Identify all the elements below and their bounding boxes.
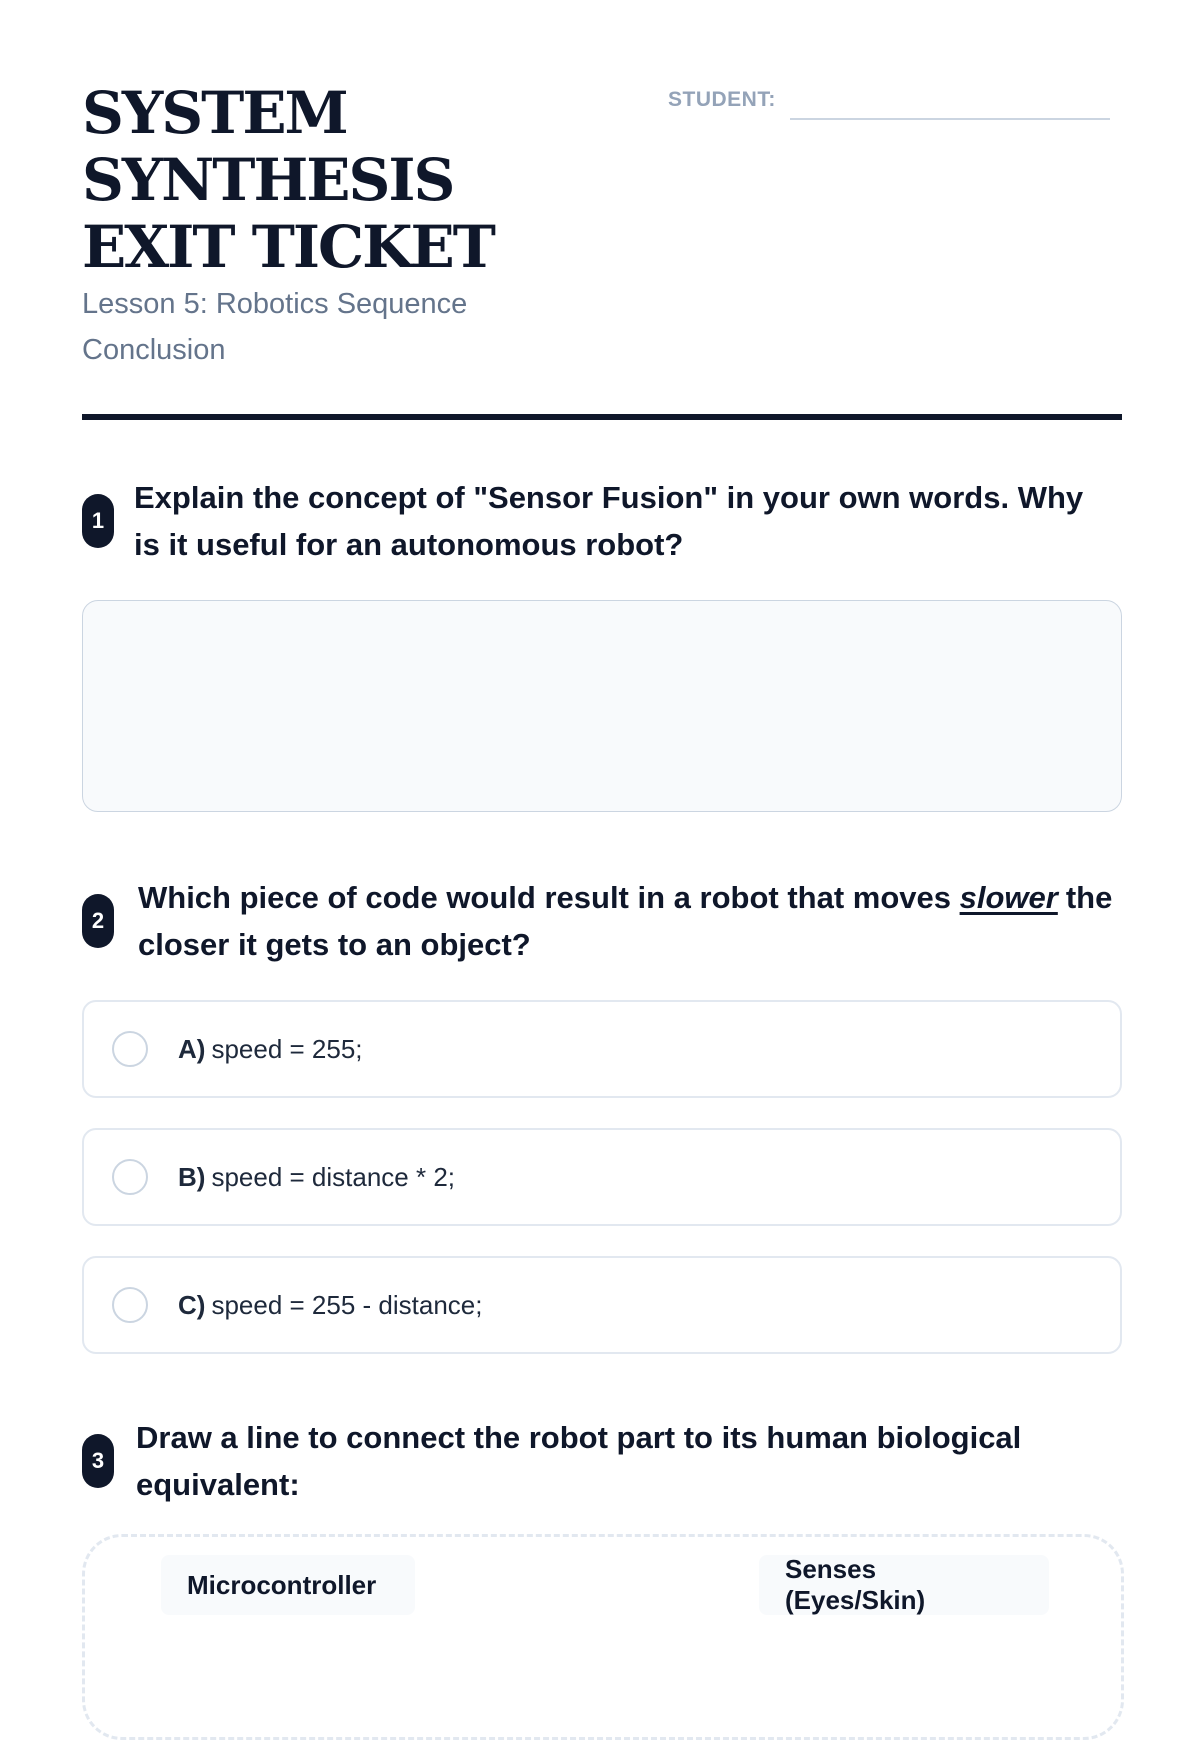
matching-area[interactable] bbox=[82, 1534, 1124, 1740]
question-2-header bbox=[82, 874, 1122, 968]
answer-options bbox=[82, 1000, 1122, 1354]
page-title: SYSTEM SYNTHESIS EXIT TICKET bbox=[82, 79, 494, 281]
option-code: speed = 255 - distance; bbox=[211, 1289, 483, 1320]
ticket-header bbox=[82, 0, 1122, 432]
option-code: speed = 255; bbox=[211, 1033, 363, 1064]
option-b[interactable] bbox=[82, 1128, 1122, 1226]
radio-button[interactable] bbox=[112, 1287, 148, 1323]
question-number-badge: 2 bbox=[82, 894, 114, 948]
question-3-text: Draw a line to connect the robot part to its human biological equivalent: bbox=[136, 1420, 1022, 1502]
question-2-emphasis: slower bbox=[959, 880, 1058, 915]
question-number-badge: 1 bbox=[82, 494, 114, 548]
match-item-microcontroller[interactable]: Microcontroller bbox=[161, 1555, 415, 1615]
question-3-header bbox=[82, 1414, 1122, 1508]
question-2-text-after: the closer it gets to an object? bbox=[138, 880, 1113, 962]
question-2 bbox=[82, 874, 1122, 1384]
exit-ticket-page bbox=[82, 0, 1122, 1615]
answer-text-area[interactable] bbox=[82, 600, 1122, 812]
header-divider bbox=[82, 414, 1122, 420]
option-key: C) bbox=[178, 1289, 206, 1320]
question-number-badge: 3 bbox=[82, 1434, 114, 1488]
student-name-field bbox=[668, 86, 1110, 114]
match-item-senses[interactable]: Senses (Eyes/Skin) bbox=[759, 1555, 1049, 1615]
option-c[interactable] bbox=[82, 1256, 1122, 1354]
page-subtitle: Lesson 5: Robotics Sequence Conclusion bbox=[82, 288, 468, 366]
radio-button[interactable] bbox=[112, 1031, 148, 1067]
question-1-text: Explain the concept of "Sensor Fusion" in your own words. Why is it useful for an autonomous robot? bbox=[134, 480, 1084, 562]
option-key: B) bbox=[178, 1161, 206, 1192]
question-1-header bbox=[82, 474, 1122, 568]
student-name-line[interactable] bbox=[790, 118, 1110, 120]
question-2-text bbox=[138, 874, 1118, 968]
question-3 bbox=[82, 1414, 1122, 1615]
option-a[interactable] bbox=[82, 1000, 1122, 1098]
question-2-text-before: Which piece of code would result in a robot that moves bbox=[138, 880, 960, 915]
option-code: speed = distance * 2; bbox=[211, 1161, 455, 1192]
option-key: A) bbox=[178, 1033, 206, 1064]
radio-button[interactable] bbox=[112, 1159, 148, 1195]
student-label: STUDENT: bbox=[668, 88, 776, 111]
question-1 bbox=[82, 474, 1122, 812]
